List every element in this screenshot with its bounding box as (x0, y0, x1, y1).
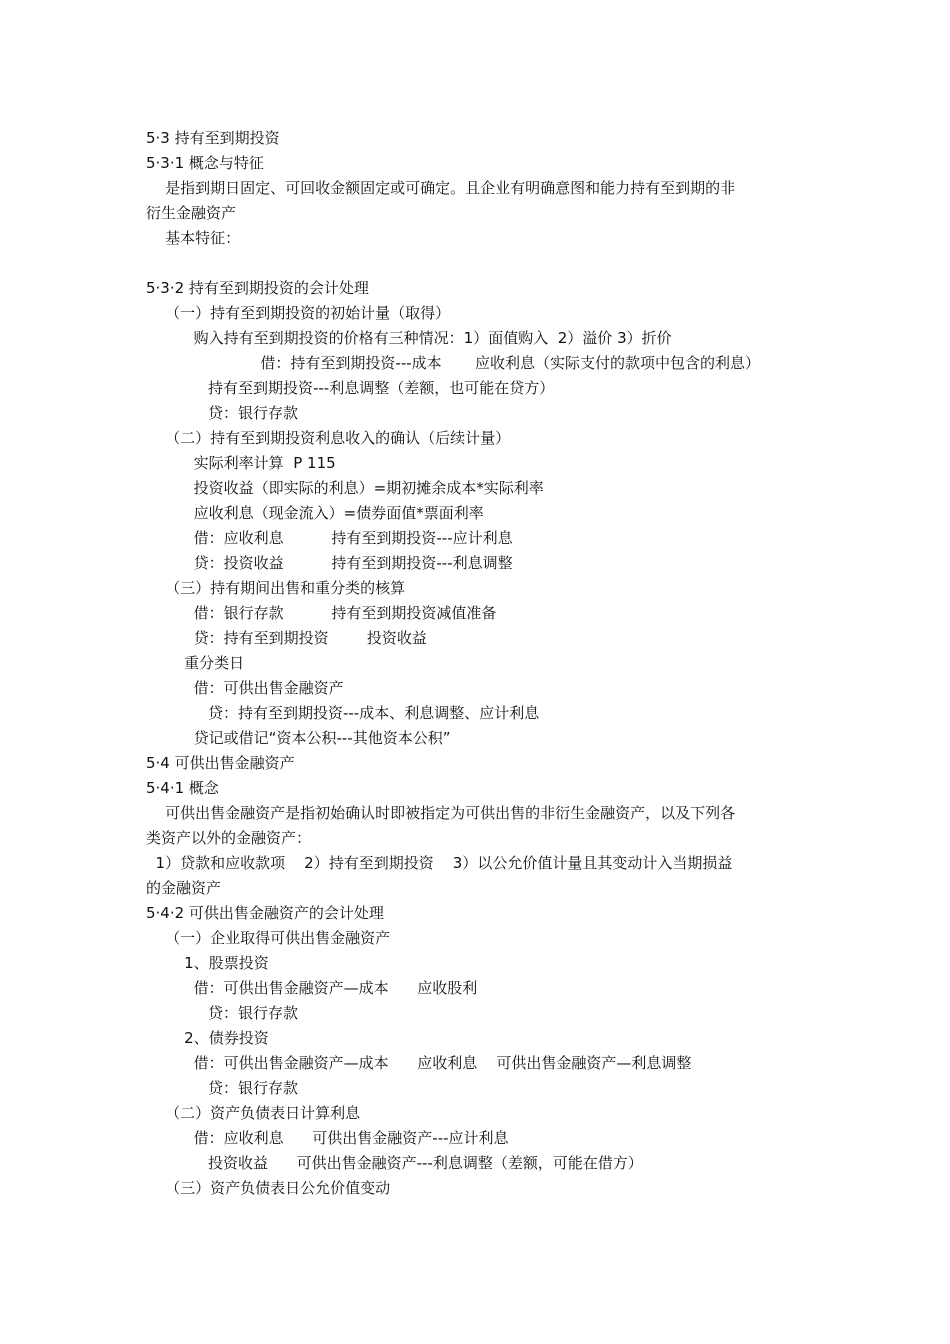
subsection-heading: 5·4·2 可供出售金融资产的会计处理 (146, 904, 384, 922)
list-heading: （二）持有至到期投资利息收入的确认（后续计量） (146, 429, 511, 447)
journal-entry-line: 贷：银行存款 (146, 1004, 298, 1022)
section-heading: 5·3 持有至到期投资 (146, 129, 280, 147)
subsection-heading: 5·3·1 概念与特征 (146, 154, 264, 172)
journal-entry-line: 贷：持有至到期投资 投资收益 (146, 629, 427, 647)
journal-entry-line: 借：应收利息 持有至到期投资---应计利息 (146, 529, 513, 547)
journal-entry-line: 贷：投资收益 持有至到期投资---利息调整 (146, 554, 513, 572)
paragraph-line: 衍生金融资产 (146, 204, 237, 222)
journal-entry-line: 借：银行存款 持有至到期投资减值准备 (146, 604, 497, 622)
list-heading: （三）持有期间出售和重分类的核算 (146, 579, 406, 597)
journal-entry-line: 贷：银行存款 (146, 404, 298, 422)
journal-entry-line: 借：可供出售金融资产 (146, 679, 344, 697)
journal-entry-line: 借：持有至到期投资---成本 应收利息（实际支付的款项中包含的利息） (146, 354, 761, 372)
list-item: 2、债券投资 (146, 1029, 269, 1047)
formula-line: 应收利息（现金流入）=债券面值*票面利率 (146, 504, 484, 522)
section-heading: 5·4 可供出售金融资产 (146, 754, 295, 772)
formula-line: 投资收益（即实际的利息）=期初摊余成本*实际利率 (146, 479, 544, 497)
journal-entry-line: 贷：银行存款 (146, 1079, 298, 1097)
paragraph-line: 1）贷款和应收款项 2）持有至到期投资 3）以公允价值计量且其变动计入当期损益 (146, 854, 733, 872)
paragraph-line: 实际利率计算 P 115 (146, 454, 336, 472)
journal-entry-line: 投资收益 可供出售金融资产---利息调整（差额，可能在借方） (146, 1154, 643, 1172)
paragraph-line: 重分类日 (146, 654, 245, 672)
paragraph-line: 的金融资产 (146, 879, 222, 897)
paragraph-line: 类资产以外的金融资产： (146, 829, 312, 847)
journal-entry-line: 持有至到期投资---利息调整（差额，也可能在贷方） (146, 379, 555, 397)
journal-entry-line: 借：可供出售金融资产—成本 应收利息 可供出售金融资产—利息调整 (146, 1054, 692, 1072)
journal-entry-line: 借：应收利息 可供出售金融资产---应计利息 (146, 1129, 509, 1147)
list-heading: （一）持有至到期投资的初始计量（取得） (146, 304, 451, 322)
list-heading: （三）资产负债表日公允价值变动 (146, 1179, 391, 1197)
journal-entry-line: 贷记或借记“资本公积---其他资本公积” (146, 729, 451, 747)
paragraph-line: 是指到期日固定、可回收金额固定或可确定。且企业有明确意图和能力持有至到期的非 (146, 179, 736, 197)
subsection-heading: 5·3·2 持有至到期投资的会计处理 (146, 279, 369, 297)
list-heading: （二）资产负债表日计算利息 (146, 1104, 361, 1122)
list-item: 1、股票投资 (146, 954, 269, 972)
paragraph-line: 基本特征： (146, 229, 241, 247)
journal-entry-line: 借：可供出售金融资产—成本 应收股利 (146, 979, 478, 997)
journal-entry-line: 贷：持有至到期投资---成本、利息调整、应计利息 (146, 704, 540, 722)
list-heading: （一）企业取得可供出售金融资产 (146, 929, 391, 947)
subsection-heading: 5·4·1 概念 (146, 779, 219, 797)
paragraph-line: 可供出售金融资产是指初始确认时即被指定为可供出售的非衍生金融资产，以及下列各 (146, 804, 736, 822)
paragraph-line: 购入持有至到期投资的价格有三种情况：1）面值购入 2）溢价 3）折价 (146, 329, 672, 347)
